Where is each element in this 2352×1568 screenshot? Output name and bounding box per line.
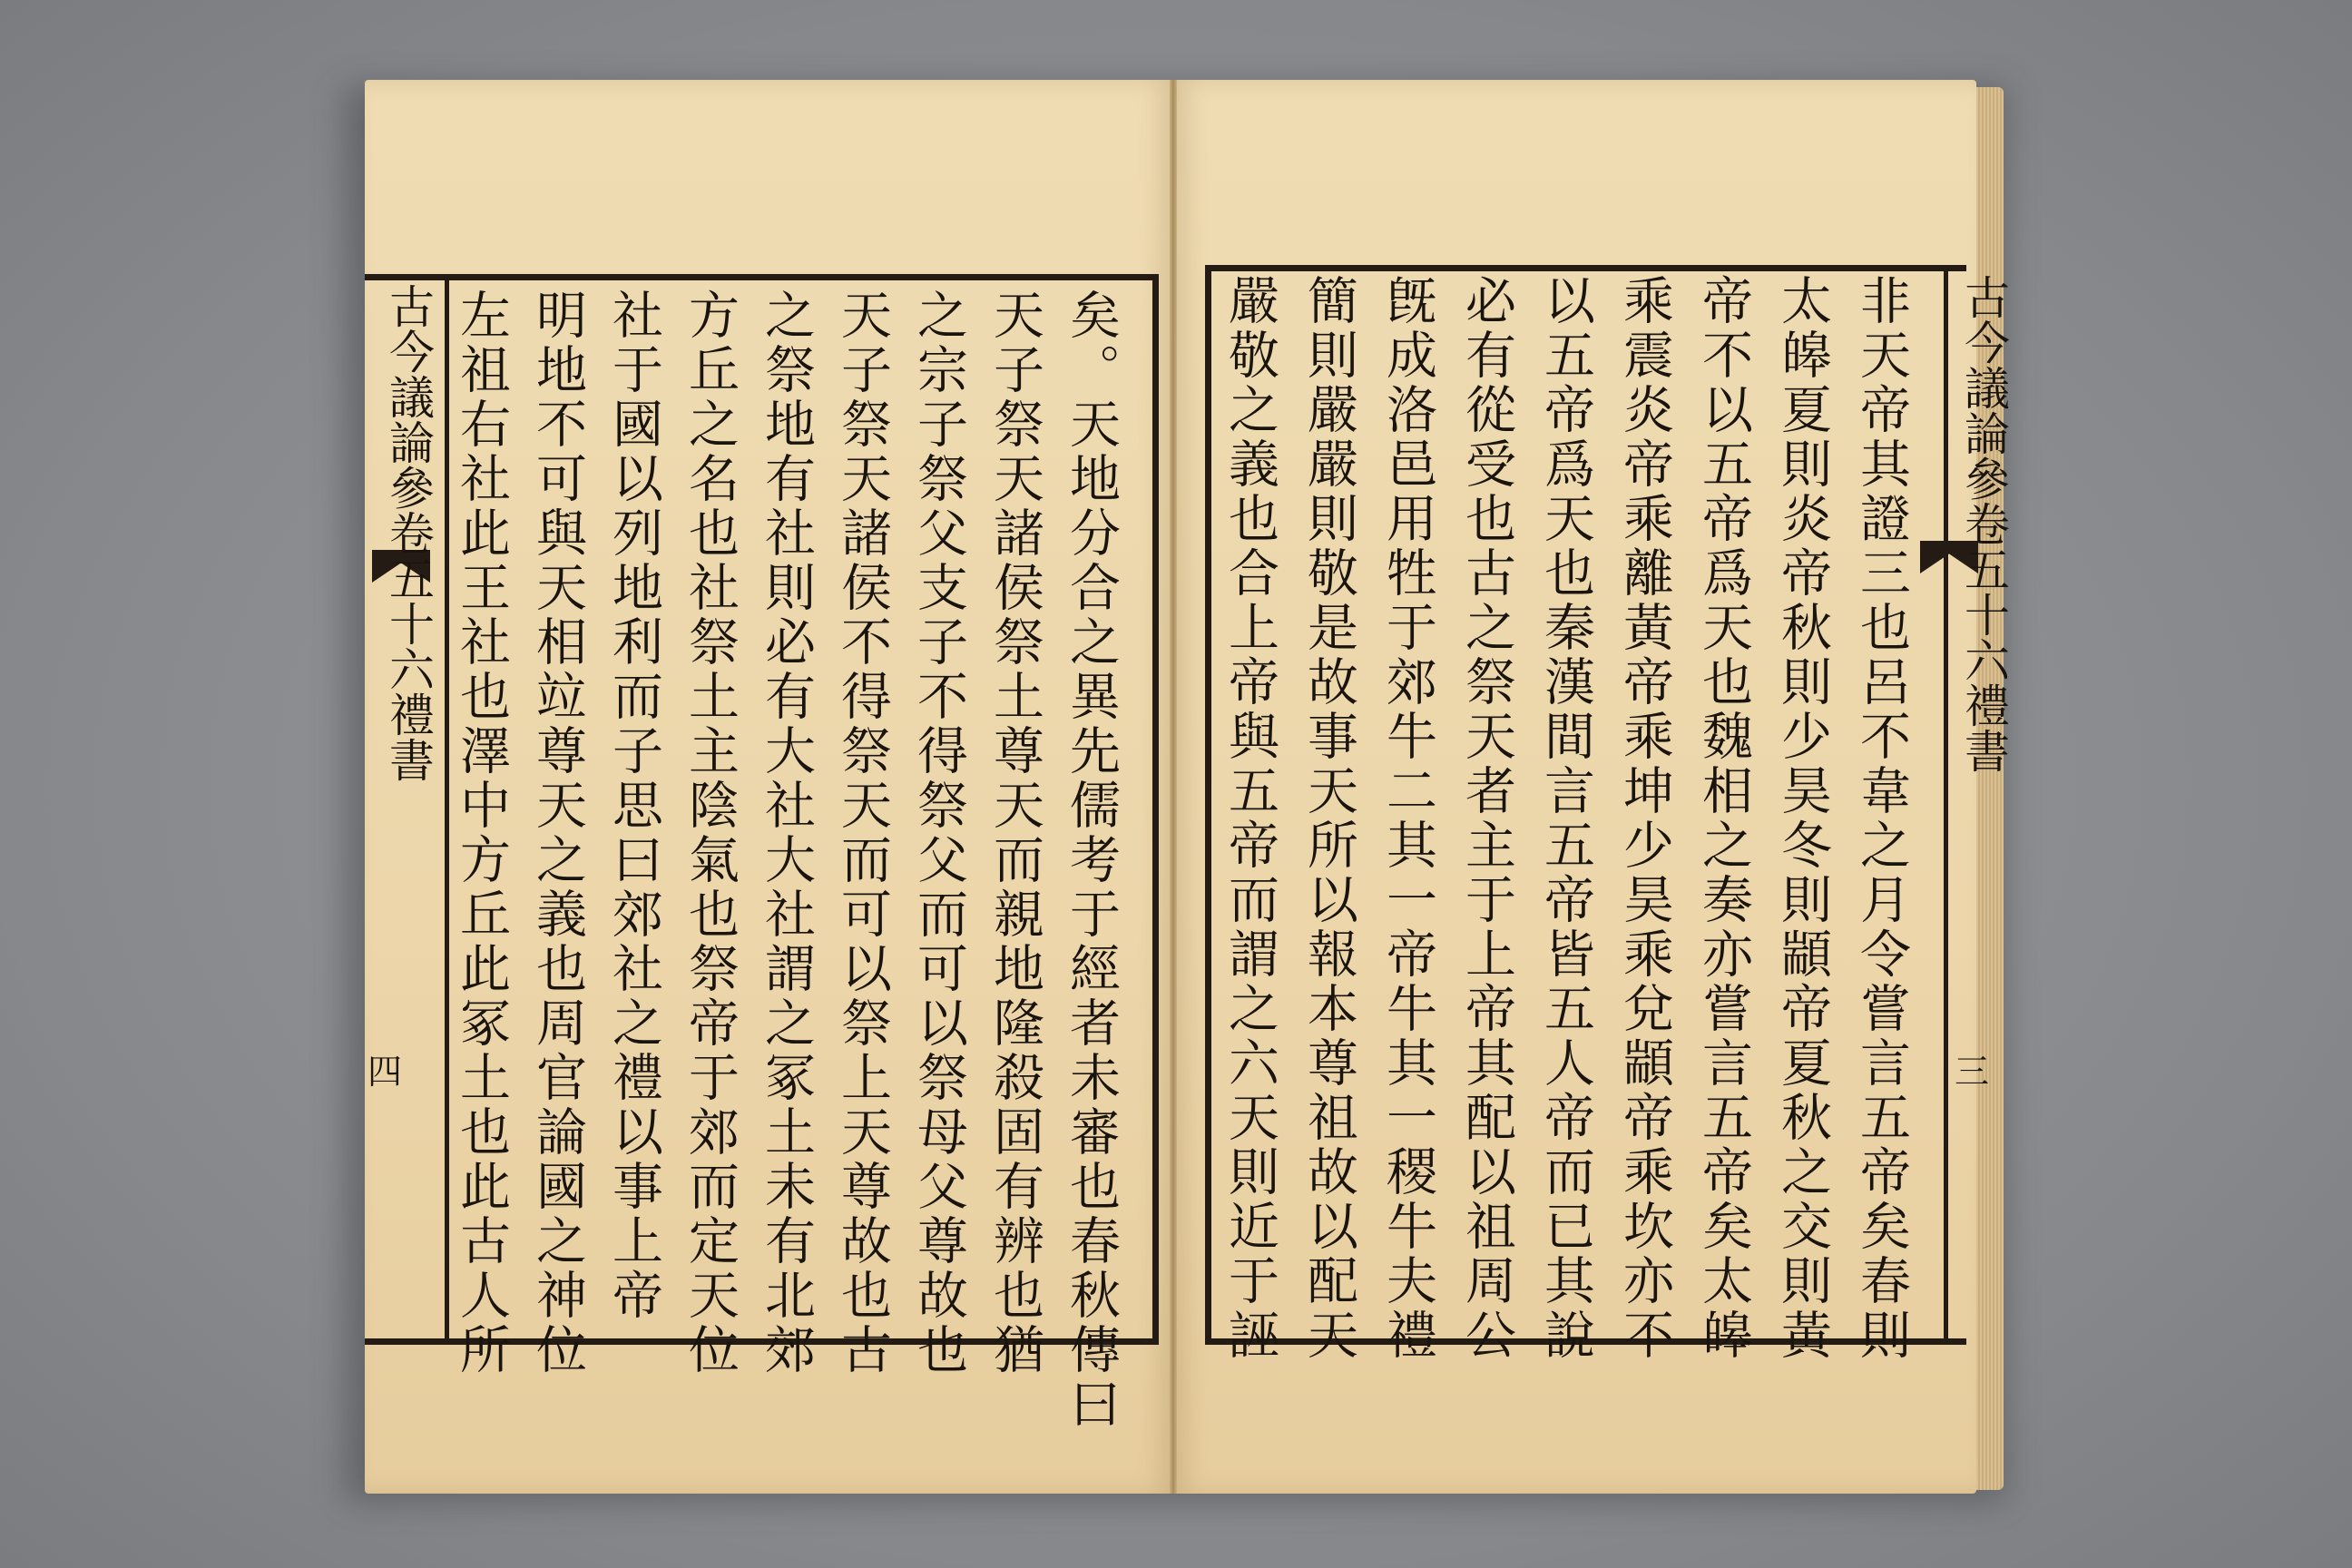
book-gutter [1170, 80, 1177, 1494]
right-page-column: 帝不以五帝爲天也魏相之奏亦嘗言五帝矣太皞 [1694, 274, 1753, 1363]
left-folio: 四 [368, 1052, 403, 1092]
right-page-column: 非天帝其證三也呂不韋之月令嘗言五帝矣春則 [1852, 274, 1911, 1363]
left-page-column: 矣。天地分合之異先儒考于經者未審也春秋傳曰 [1062, 289, 1121, 1432]
left-margin-rule [445, 274, 449, 1345]
right-margin-rule [1944, 265, 1948, 1345]
left-page-column: 社于國以列地利而子思曰郊社之禮以事上帝 [604, 289, 663, 1323]
right-margin-label: 古今議論參卷五十六禮書 [1957, 274, 2010, 773]
left-page-column: 方丘之名也社祭土主陰氣也祭帝于郊而定天位 [681, 289, 740, 1377]
left-page-column: 之宗子祭父支子不得祭父而可以祭母父尊故也 [909, 289, 968, 1377]
left-page-column: 左祖右社此王社也澤中方丘此冢土也此古人所 [452, 289, 511, 1377]
right-folio: 三 [1955, 1052, 1990, 1092]
left-page-column: 明地不可與天相竝尊天之義也周官論國之神位 [528, 289, 587, 1377]
right-page-column: 以五帝爲天也秦漢間言五帝皆五人帝而已其說 [1536, 274, 1595, 1363]
right-page-column: 嚴敬之義也合上帝與五帝而謂之六天則近于誣 [1220, 274, 1279, 1363]
left-margin-label: 古今議論參卷五十六禮書 [382, 283, 435, 782]
left-page-column: 天子祭天諸侯不得祭天而可以祭上天尊故也古 [833, 289, 892, 1377]
right-page-column: 旣成洛邑用牲于郊牛二其一帝牛其一稷牛夫禮 [1378, 274, 1437, 1363]
right-page-column: 太皞夏則炎帝秋則少昊冬則顓帝夏秋之交則黃 [1773, 274, 1832, 1363]
right-page-column: 乘震炎帝乘離黃帝乘坤少昊乘兌顓帝乘坎亦不 [1615, 274, 1674, 1363]
left-page-column: 之祭地有社則必有大社大社謂之冢土未有北郊 [757, 289, 816, 1377]
right-page-column: 必有從受也古之祭天者主于上帝其配以祖周公 [1457, 274, 1516, 1363]
left-page-column: 天子祭天諸侯祭土尊天而親地隆殺固有辨也猶 [985, 289, 1044, 1377]
right-page-column: 簡則嚴嚴則敬是故事天所以報本尊祖故以配天 [1299, 274, 1358, 1363]
